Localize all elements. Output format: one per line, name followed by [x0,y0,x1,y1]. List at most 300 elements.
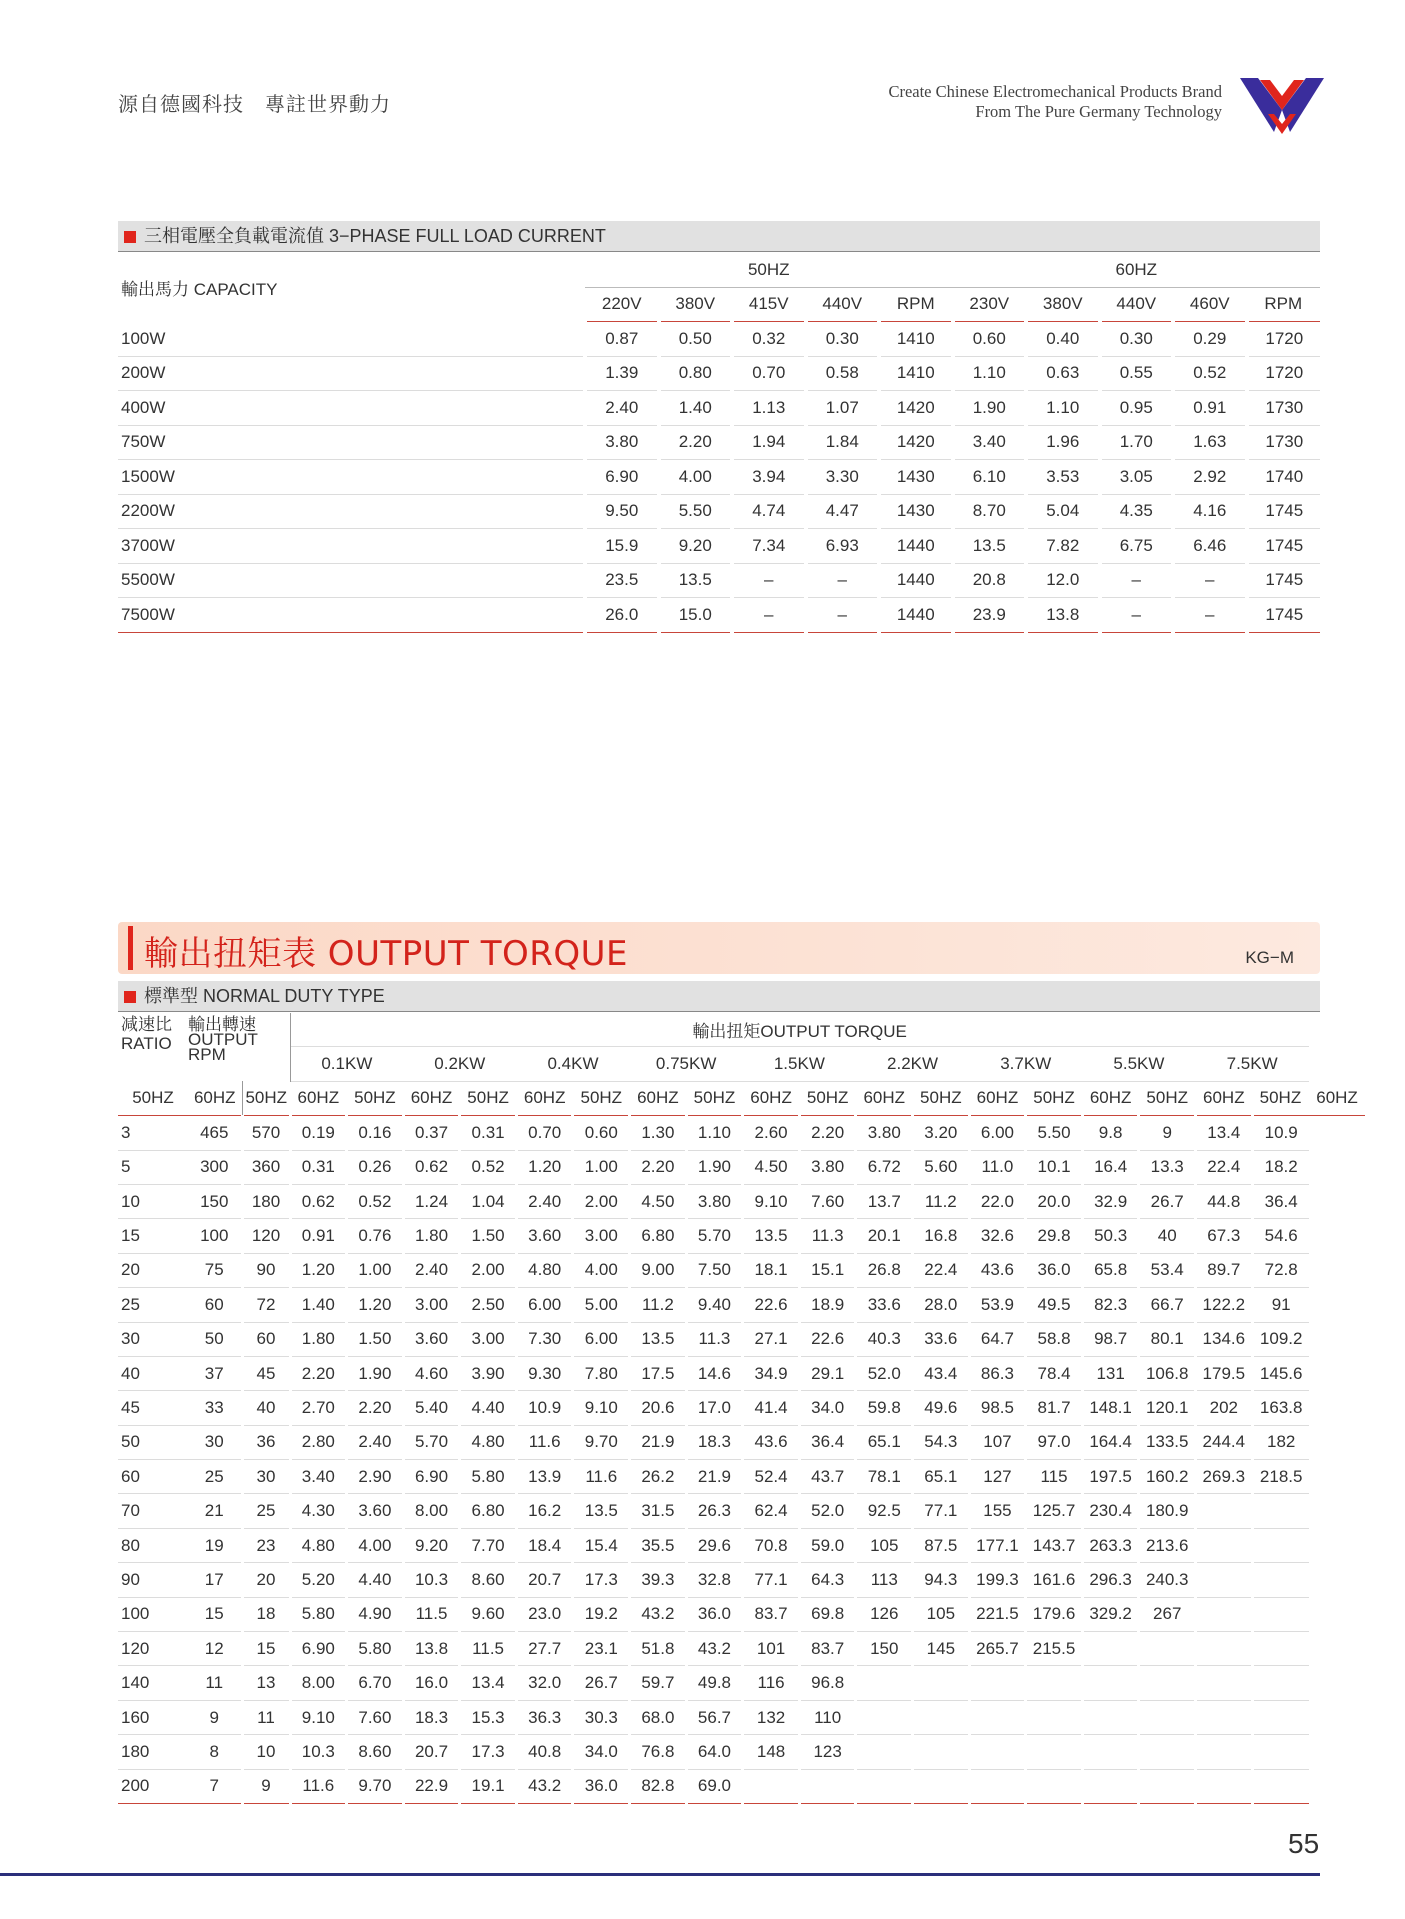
torque-cell: 9.10 [573,1391,630,1425]
torque-cell: 65.1 [856,1425,913,1459]
torque-cell: 11.3 [686,1322,743,1356]
torque-cell [969,1735,1026,1769]
power-col-header: 0.2KW [403,1047,516,1081]
current-cell: 0.55 [1100,356,1174,391]
hz-col-header: 50HZ [686,1081,743,1115]
rpm-cell: 23 [242,1528,290,1562]
ratio-cell: 140 [118,1666,188,1700]
rpm-cell: 30 [188,1425,242,1459]
torque-cell: 4.80 [516,1253,573,1287]
current-cell: 13.8 [1026,598,1100,633]
torque-cell: 2.00 [573,1184,630,1218]
torque-cell: 7.70 [460,1528,517,1562]
torque-cell: 27.7 [516,1632,573,1666]
torque-cell: 1.20 [347,1288,404,1322]
rpm-cell: 120 [242,1219,290,1253]
table-row [118,1632,1405,1666]
square-bullet-icon [124,991,136,1003]
table-row [118,598,1320,633]
torque-cell: 125.7 [1026,1494,1083,1528]
torque-cell: 21.9 [686,1460,743,1494]
torque-cell: 26.8 [856,1253,913,1287]
torque-cell [1139,1700,1196,1734]
table-row [118,1528,1405,1562]
rpm-cell: 30 [242,1460,290,1494]
torque-cell: 4.40 [460,1391,517,1425]
torque-cell [969,1666,1026,1700]
current-cell: 6.75 [1100,529,1174,564]
torque-cell: 9.00 [630,1253,687,1287]
current-cell: 1.84 [806,425,880,460]
output-rpm-header [188,1013,290,1081]
rpm-cell: 12 [188,1632,242,1666]
torque-cell: 221.5 [969,1597,1026,1631]
torque-cell: 28.0 [913,1288,970,1322]
rpm-cell: 19 [188,1528,242,1562]
rpm-cell: 60 [188,1288,242,1322]
torque-cell: 77.1 [913,1494,970,1528]
torque-cell: 29.6 [686,1528,743,1562]
torque-cell: 21.9 [630,1425,687,1459]
torque-cell: 94.3 [913,1563,970,1597]
torque-cell: 3.40 [290,1460,347,1494]
rpm-cell: 17 [188,1563,242,1597]
torque-cell [1196,1597,1253,1631]
torque-cell: 329.2 [1082,1597,1139,1631]
torque-cell: 1.10 [686,1116,743,1150]
torque-cell: 5.00 [573,1288,630,1322]
torque-cell: 98.7 [1082,1322,1139,1356]
ratio-cell: 70 [118,1494,188,1528]
ratio-cell: 5 [118,1150,188,1184]
torque-cell: 127 [969,1460,1026,1494]
torque-cell: 15.4 [573,1528,630,1562]
torque-cell: 2.20 [347,1391,404,1425]
torque-cell: 5.80 [460,1460,517,1494]
hz-col-header: 60HZ [1196,1081,1253,1115]
torque-cell: 32.9 [1082,1184,1139,1218]
torque-cell [1139,1769,1196,1803]
current-cell: 0.63 [1026,356,1100,391]
torque-cell: 76.8 [630,1735,687,1769]
current-cell: 1.07 [806,391,880,426]
ratio-label-cn: 减速比 [121,1015,172,1034]
ratio-cell: 60 [118,1460,188,1494]
ratio-cell: 20 [118,1253,188,1287]
table-row [118,1563,1405,1597]
torque-cell: 43.6 [743,1425,800,1459]
torque-cell: 9.10 [290,1700,347,1734]
rpm-cell: 8 [188,1735,242,1769]
current-cell: – [806,563,880,598]
torque-cell: 87.5 [913,1528,970,1562]
torque-cell: 3.00 [403,1288,460,1322]
current-cell: 0.70 [732,356,806,391]
capacity-cell: 2200W [118,494,585,529]
current-cell: 0.29 [1173,322,1247,357]
title-accent-bar [128,926,133,970]
current-cell: 2.92 [1173,460,1247,495]
hz-col-header: 60HZ [630,1081,687,1115]
current-cell: 4.47 [806,494,880,529]
torque-cell: 52.4 [743,1460,800,1494]
torque-cell [1252,1494,1309,1528]
torque-cell [1252,1597,1309,1631]
torque-cell: 34.0 [799,1391,856,1425]
torque-cell: 3.80 [799,1150,856,1184]
torque-cell: 148 [743,1735,800,1769]
torque-cell: 17.3 [573,1563,630,1597]
torque-cell: 5.50 [1026,1116,1083,1150]
rpm-cell: 15 [242,1632,290,1666]
torque-cell: 7.60 [799,1184,856,1218]
current-cell: 1440 [879,563,953,598]
rpm-cell: 20 [242,1563,290,1597]
table-row [118,1322,1405,1356]
current-cell: 4.74 [732,494,806,529]
torque-cell: 36.4 [799,1425,856,1459]
current-cell: 0.40 [1026,322,1100,357]
torque-cell: 244.4 [1196,1425,1253,1459]
rpm-cell: 75 [188,1253,242,1287]
torque-cell [856,1700,913,1734]
torque-cell: 0.37 [403,1116,460,1150]
rpm-cell: 25 [242,1494,290,1528]
torque-cell: 3.80 [686,1184,743,1218]
torque-cell: 10.1 [1026,1150,1083,1184]
torque-cell: 161.6 [1026,1563,1083,1597]
rpm-cell: 300 [188,1150,242,1184]
torque-cell: 164.4 [1082,1425,1139,1459]
current-cell: 23.5 [585,563,659,598]
torque-cell: 62.4 [743,1494,800,1528]
current-cell: 26.0 [585,598,659,633]
torque-cell: 4.60 [403,1356,460,1390]
current-cell: 8.70 [953,494,1027,529]
voltage-col-header: RPM [879,287,953,322]
torque-cell: 4.40 [347,1563,404,1597]
torque-cell: 53.9 [969,1288,1026,1322]
table-row [118,1460,1405,1494]
torque-cell [1082,1700,1139,1734]
torque-cell: 3.00 [460,1322,517,1356]
brand-line-2: From The Pure Germany Technology [975,102,1222,121]
torque-cell: 1.90 [686,1150,743,1184]
torque-cell [913,1735,970,1769]
current-cell: 1745 [1247,598,1321,633]
torque-cell [856,1769,913,1803]
power-col-header: 1.5KW [743,1047,856,1081]
torque-cell: 0.70 [516,1116,573,1150]
torque-cell: 3.60 [516,1219,573,1253]
torque-cell: 16.8 [913,1219,970,1253]
torque-cell: 92.5 [856,1494,913,1528]
torque-cell: 1.30 [630,1116,687,1150]
capacity-cell: 3700W [118,529,585,564]
torque-cell: 81.7 [1026,1391,1083,1425]
torque-cell: 32.0 [516,1666,573,1700]
current-cell: 1.40 [659,391,733,426]
torque-cell: 182 [1252,1425,1309,1459]
torque-cell: 3.00 [573,1219,630,1253]
torque-cell: 97.0 [1026,1425,1083,1459]
current-cell: 1730 [1247,425,1321,460]
page-number: 55 [1288,1828,1320,1859]
torque-cell: 65.1 [913,1460,970,1494]
torque-cell: 16.2 [516,1494,573,1528]
torque-cell [969,1700,1026,1734]
footer-rule [0,1873,1320,1876]
torque-cell: 64.7 [969,1322,1026,1356]
torque-cell: 11.2 [630,1288,687,1322]
torque-cell: 267 [1139,1597,1196,1631]
torque-cell: 65.8 [1082,1253,1139,1287]
torque-cell: 7.60 [347,1700,404,1734]
rpm-cell: 9 [242,1769,290,1803]
voltage-col-header: 440V [806,287,880,322]
torque-cell: 105 [913,1597,970,1631]
torque-cell: 0.91 [290,1219,347,1253]
torque-cell: 52.0 [799,1494,856,1528]
torque-cell: 4.00 [347,1528,404,1562]
ratio-cell: 100 [118,1597,188,1631]
current-cell: 1.96 [1026,425,1100,460]
output-torque-title-band [118,922,1320,974]
torque-cell: 64.0 [686,1735,743,1769]
torque-cell: 9.10 [743,1184,800,1218]
current-cell: 1.10 [1026,391,1100,426]
torque-cell [1139,1666,1196,1700]
current-cell: 6.46 [1173,529,1247,564]
torque-cell: 22.0 [969,1184,1026,1218]
torque-cell: 0.52 [347,1184,404,1218]
current-cell: 0.30 [1100,322,1174,357]
torque-cell: 1.80 [403,1219,460,1253]
torque-cell: 98.5 [969,1391,1026,1425]
capacity-cell: 1500W [118,460,585,495]
torque-cell: 18.3 [686,1425,743,1459]
torque-cell: 4.00 [573,1253,630,1287]
torque-cell: 56.7 [686,1700,743,1734]
power-col-header: 0.1KW [290,1047,403,1081]
torque-cell: 11.2 [913,1184,970,1218]
torque-cell: 179.6 [1026,1597,1083,1631]
voltage-col-header: 230V [953,287,1027,322]
current-cell: 6.10 [953,460,1027,495]
torque-cell: 101 [743,1632,800,1666]
torque-cell: 296.3 [1082,1563,1139,1597]
current-cell: 15.9 [585,529,659,564]
current-cell: 1720 [1247,356,1321,391]
current-cell: 1440 [879,529,953,564]
torque-cell: 5.80 [290,1597,347,1631]
current-cell: 1430 [879,460,953,495]
full-load-table-body [118,322,1320,633]
torque-cell: 20.0 [1026,1184,1083,1218]
torque-cell: 11.3 [799,1219,856,1253]
hz-col-header: 60HZ [743,1081,800,1115]
output-torque-table [118,1013,1405,1804]
torque-cell: 0.62 [290,1184,347,1218]
torque-cell: 69.8 [799,1597,856,1631]
current-cell: 9.50 [585,494,659,529]
torque-cell: 30.3 [573,1700,630,1734]
current-cell: 1720 [1247,322,1321,357]
table-row [118,460,1320,495]
torque-cell: 11.6 [290,1769,347,1803]
torque-cell: 17.3 [460,1735,517,1769]
torque-cell: 13.4 [1196,1116,1253,1150]
current-cell: 0.58 [806,356,880,391]
rpm-cell: 100 [188,1219,242,1253]
torque-cell: 82.8 [630,1769,687,1803]
torque-cell: 43.4 [913,1356,970,1390]
rpm-cell: 13 [242,1666,290,1700]
torque-cell: 6.90 [290,1632,347,1666]
torque-cell: 180.9 [1139,1494,1196,1528]
header-tagline: 源自德國科技 專註世界動力 [118,92,391,116]
torque-cell: 22.6 [799,1322,856,1356]
ratio-cell: 50 [118,1425,188,1459]
current-cell: 1730 [1247,391,1321,426]
current-cell: 4.35 [1100,494,1174,529]
torque-cell: 11.5 [403,1597,460,1631]
torque-cell [1196,1494,1253,1528]
current-cell: 3.30 [806,460,880,495]
torque-cell: 3.90 [460,1356,517,1390]
current-cell: 5.50 [659,494,733,529]
torque-cell: 150 [856,1632,913,1666]
rpm-cell: 45 [242,1356,290,1390]
torque-cell: 9.8 [1082,1116,1139,1150]
ratio-cell: 90 [118,1563,188,1597]
table-row [118,1425,1405,1459]
torque-cell [856,1735,913,1769]
current-cell: 0.50 [659,322,733,357]
power-col-header: 3.7KW [969,1047,1082,1081]
current-cell: 5.04 [1026,494,1100,529]
current-cell: 1420 [879,391,953,426]
ratio-cell: 15 [118,1219,188,1253]
rpm-cell: 90 [242,1253,290,1287]
brand-text [888,82,1222,122]
ratio-cell: 10 [118,1184,188,1218]
torque-cell [1026,1735,1083,1769]
torque-cell: 4.80 [290,1528,347,1562]
current-cell: 23.9 [953,598,1027,633]
hz-col-header: 60HZ [516,1081,573,1115]
torque-cell: 105 [856,1528,913,1562]
power-col-header: 0.4KW [516,1047,629,1081]
hz-col-header: 50HZ [799,1081,856,1115]
torque-cell: 1.80 [290,1322,347,1356]
torque-cell: 13.5 [630,1322,687,1356]
torque-cell [1082,1735,1139,1769]
torque-cell: 9.70 [573,1425,630,1459]
torque-cell: 89.7 [1196,1253,1253,1287]
torque-cell: 40.3 [856,1322,913,1356]
rpm-cell: 50 [188,1322,242,1356]
current-cell: 1430 [879,494,953,529]
torque-cell: 69.0 [686,1769,743,1803]
rpm-cell: 570 [242,1116,290,1150]
full-load-section-title: 三相電壓全負載電流值 3−PHASE FULL LOAD CURRENT [144,226,606,246]
torque-cell: 58.8 [1026,1322,1083,1356]
torque-cell: 26.7 [1139,1184,1196,1218]
table-row [118,1735,1405,1769]
torque-cell [1082,1666,1139,1700]
torque-cell: 6.72 [856,1150,913,1184]
torque-cell [1026,1700,1083,1734]
torque-cell: 36.4 [1252,1184,1309,1218]
torque-cell [799,1769,856,1803]
torque-cell: 86.3 [969,1356,1026,1390]
ratio-cell: 200 [118,1769,188,1803]
torque-cell: 199.3 [969,1563,1026,1597]
torque-cell: 5.70 [686,1219,743,1253]
torque-cell: 43.2 [686,1632,743,1666]
torque-cell: 59.8 [856,1391,913,1425]
torque-cell: 32.6 [969,1219,1026,1253]
current-cell: 7.34 [732,529,806,564]
rpm-cell: 72 [242,1288,290,1322]
torque-cell: 78.1 [856,1460,913,1494]
hz-col-header: 50HZ [347,1081,404,1115]
torque-cell: 2.20 [290,1356,347,1390]
table-row [118,529,1320,564]
torque-cell [913,1666,970,1700]
torque-cell [969,1769,1026,1803]
rpm-cell: 465 [188,1116,242,1150]
table-row [118,494,1320,529]
torque-cell: 115 [1026,1460,1083,1494]
torque-cell: 13.7 [856,1184,913,1218]
torque-cell: 82.3 [1082,1288,1139,1322]
torque-cell: 9.30 [516,1356,573,1390]
torque-cell: 66.7 [1139,1288,1196,1322]
current-cell: 3.53 [1026,460,1100,495]
rpm-cell: 11 [242,1700,290,1734]
torque-cell: 1.20 [516,1150,573,1184]
torque-cell [1026,1666,1083,1700]
torque-cell: 116 [743,1666,800,1700]
rpm-cell: 150 [188,1184,242,1218]
torque-cell: 39.3 [630,1563,687,1597]
normal-duty-section-bar [118,981,1320,1012]
torque-unit-label: KG−M [1245,948,1294,967]
torque-cell: 13.5 [743,1219,800,1253]
torque-cell: 18.3 [403,1700,460,1734]
current-cell: 12.0 [1026,563,1100,598]
output-label-cn: 輸出轉速 [188,1015,256,1034]
torque-cell: 13.9 [516,1460,573,1494]
torque-cell: 109.2 [1252,1322,1309,1356]
torque-cell [1196,1735,1253,1769]
torque-cell: 59.7 [630,1666,687,1700]
torque-cell: 1.50 [347,1322,404,1356]
torque-cell: 9.40 [686,1288,743,1322]
torque-cell: 77.1 [743,1563,800,1597]
torque-cell: 22.9 [403,1769,460,1803]
current-cell: 0.95 [1100,391,1174,426]
current-cell: – [1173,598,1247,633]
torque-cell [1196,1769,1253,1803]
capacity-cell: 5500W [118,563,585,598]
torque-cell: 4.90 [347,1597,404,1631]
rpm-label: RPM [188,1045,226,1064]
torque-cell [1082,1769,1139,1803]
rpm-cell: 7 [188,1769,242,1803]
